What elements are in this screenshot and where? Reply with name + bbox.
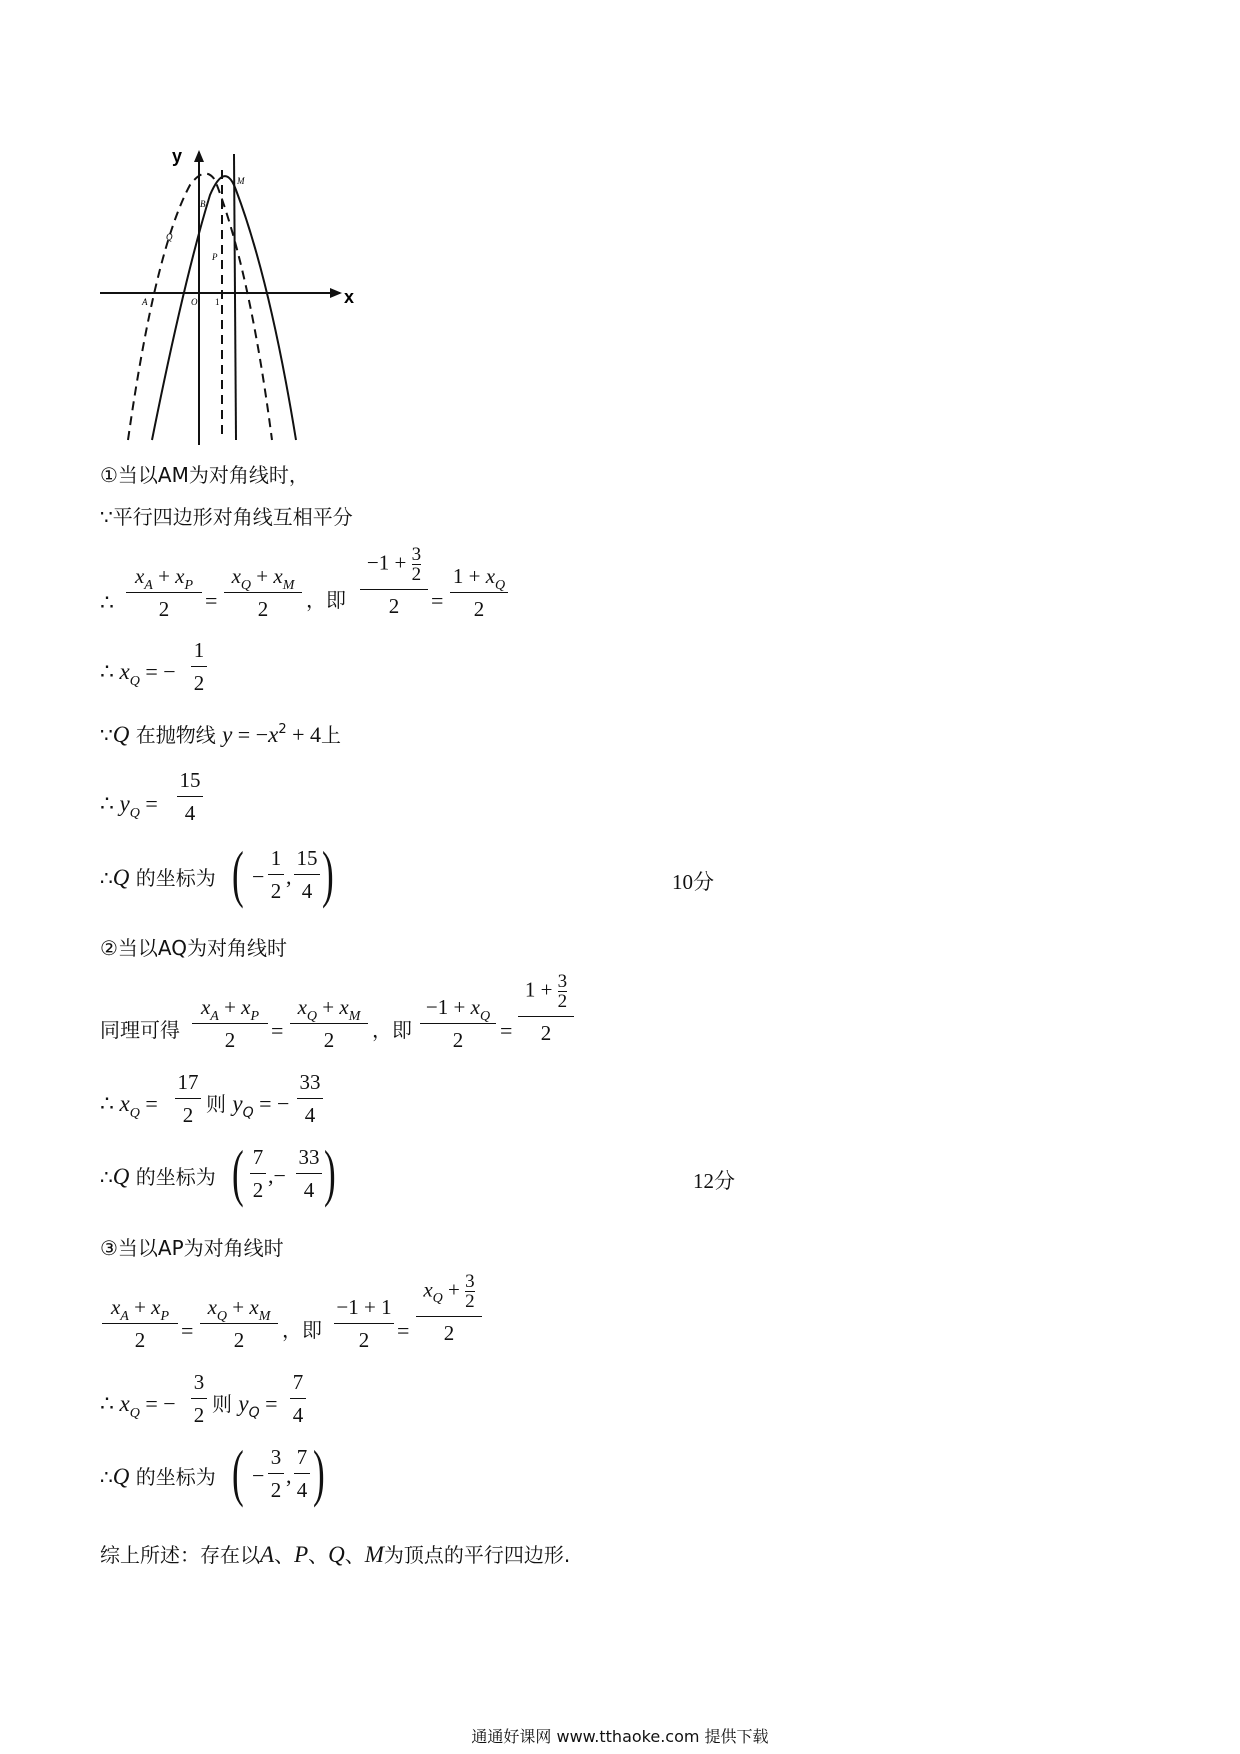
case1-yq-line: ∴ $y_Q$ = (100, 791, 158, 821)
case3-frac-eq2-rhs: $x_Q$ + $\frac{3}{2}$ 2 (416, 1272, 482, 1344)
case3-coord-comma: , (286, 1463, 292, 1488)
case1-heading: ①当以AM为对角线时， (100, 463, 309, 487)
case1-yq-frac: 15 4 (177, 770, 203, 824)
case2-eq-sign-1: = (271, 1018, 284, 1043)
point-B-label: B (200, 199, 206, 209)
case1-score: 10分 (672, 870, 714, 894)
case2-heading: ②当以AQ为对角线时 (100, 936, 288, 960)
case3-heading: ③当以AP为对角线时 (100, 1236, 284, 1260)
case3-coord-line: ∴Q 的坐标为 (100, 1464, 216, 1489)
case1-on-parabola: ∵Q 在抛物线 $y = -x^2 + 4$上 (100, 722, 342, 747)
case1-rparen: ) (322, 838, 334, 909)
case2-ji: ，即 (372, 1018, 412, 1042)
x-axis-arrow (330, 288, 342, 298)
case1-lparen: ( (232, 838, 244, 909)
case2-eq-sign-2: = (500, 1018, 513, 1043)
case2-coord-y: 33 4 (296, 1147, 322, 1201)
case1-frac-lhs: $x_A + x_P$ 2 (126, 566, 202, 620)
case1-coord-x: 1 2 (268, 848, 284, 902)
case1-eq-sign-2: = (431, 588, 444, 613)
case2-xq-line: ∴ $x_Q$ = (100, 1091, 158, 1121)
point-Q-label: Q (166, 232, 173, 242)
point-M-label: M (237, 176, 245, 186)
case1-xq-line: ∴ $x_Q$ = − (100, 659, 176, 689)
parabola-graph (100, 150, 400, 450)
line-x-equals-1 (234, 154, 236, 440)
case2-yq-frac: 33 4 (297, 1072, 323, 1126)
case3-frac-mid: $x_Q + x_M$ 2 (200, 1297, 278, 1351)
case2-score: 12分 (693, 1169, 735, 1193)
case2-coord-line: ∴Q 的坐标为 (100, 1164, 216, 1189)
case1-ji: ，即 (306, 588, 346, 612)
case1-frac-eq2-rhs: $1 + x_Q$ 2 (450, 566, 508, 620)
case2-frac-eq2-rhs: 1 + $\frac{3}{2}$ 2 (518, 972, 574, 1044)
case2-prefix: 同理可得 (100, 1018, 180, 1042)
case1-frac-mid: $x_Q + x_M$ 2 (224, 566, 302, 620)
case3-ji: ，即 (282, 1318, 322, 1342)
case2-then: 则 $y_Q$ = − (206, 1091, 290, 1121)
case3-eq-sign-1: = (181, 1318, 194, 1343)
case3-then: 则 $y_Q$ = (212, 1391, 278, 1421)
case1-eq-sign-1: = (205, 588, 218, 613)
case2-coord-sep: ,− (268, 1163, 286, 1188)
page-footer: 通通好课网 www.tthaoke.com 提供下载 (471, 1727, 769, 1746)
case1-coord-comma: , (286, 864, 292, 889)
case2-frac-mid: $x_Q + x_M$ 2 (290, 997, 368, 1051)
case2-lparen: ( (232, 1137, 244, 1208)
case3-yq-frac: 7 4 (290, 1372, 306, 1426)
case3-xq-frac: 3 2 (191, 1372, 207, 1426)
case3-frac-eq2: −1 + 1 2 (334, 1297, 394, 1351)
case3-xq-line: ∴ $x_Q$ = − (100, 1391, 176, 1421)
solid-parabola (152, 176, 296, 440)
case1-reason: ∵平行四边形对角线互相平分 (100, 505, 353, 529)
case2-frac-lhs: $x_A + x_P$ 2 (192, 997, 268, 1051)
case1-frac-eq2: −1 + $\frac{3}{2}$ 2 (360, 545, 428, 617)
case2-xq-frac: 17 2 (175, 1072, 201, 1126)
case2-coord-x: 7 2 (250, 1147, 266, 1201)
origin-label: O (191, 297, 198, 307)
case1-therefore: ∴ (100, 590, 114, 615)
case1-coord-line: ∴Q 的坐标为 (100, 865, 216, 890)
y-axis-arrow (194, 150, 204, 162)
case3-coord-minus: − (252, 1463, 265, 1488)
case1-coord-y: 15 4 (294, 848, 320, 902)
case3-eq-sign-2: = (397, 1318, 410, 1343)
case3-coord-x: 3 2 (268, 1447, 284, 1501)
case3-rparen: ) (313, 1437, 325, 1508)
x-axis-label: x (344, 287, 355, 307)
y-axis-label: y (172, 150, 183, 166)
case3-coord-y: 7 4 (294, 1447, 310, 1501)
tick-1-label: 1 (215, 297, 220, 307)
case1-xq-frac: 1 2 (191, 640, 207, 694)
conclusion: 综上所述：存在以A、P、Q、M为顶点的平行四边形. (100, 1542, 571, 1567)
case2-frac-eq2: $-1 + x_Q$ 2 (420, 997, 496, 1051)
case2-rparen: ) (324, 1137, 336, 1208)
case3-lparen: ( (232, 1437, 244, 1508)
case3-frac-lhs: $x_A + x_P$ 2 (102, 1297, 178, 1351)
case1-coord-minus: − (252, 864, 265, 889)
point-P-label: P (212, 252, 218, 262)
point-A-label: A (142, 297, 148, 307)
